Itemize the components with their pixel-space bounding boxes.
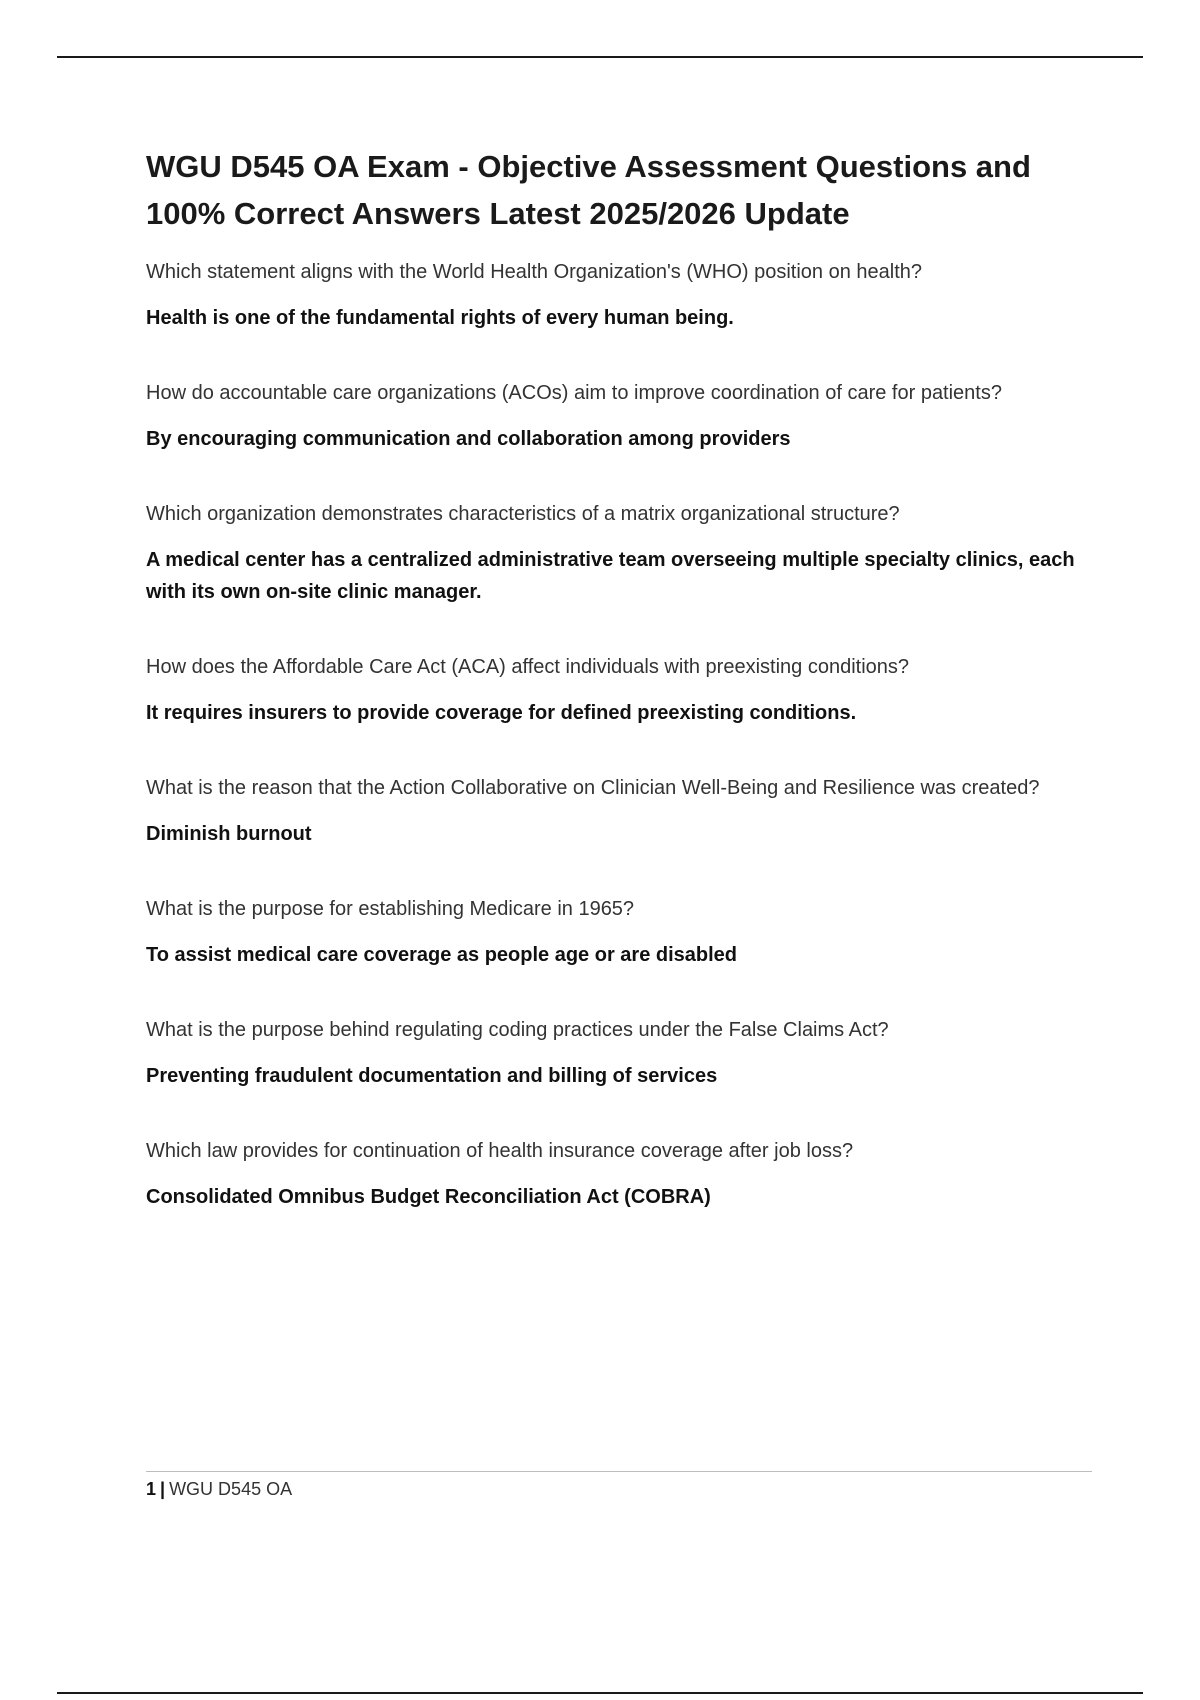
answer-text: Health is one of the fundamental rights of every human being.: [146, 307, 734, 329]
page-content: [146, 143, 1086, 1257]
qa-item: [146, 257, 1086, 334]
page-number: 1: [146, 1479, 157, 1499]
answer-text: Preventing fraudulent documentation and billing of services: [146, 1065, 718, 1087]
question-text: What is the purpose behind regulating coding practices under the False Claims Act?: [146, 1019, 889, 1041]
qa-item: [146, 1015, 1086, 1092]
question-text: Which organization demonstrates characteristics of a matrix organizational structure?: [146, 503, 900, 525]
answer-text: Consolidated Omnibus Budget Reconciliation Act (COBRA): [146, 1186, 711, 1208]
qa-item: [146, 1136, 1086, 1213]
question-text: What is the reason that the Action Collaborative on Clinician Well-Being and Resilience was created?: [146, 777, 1040, 799]
answer-text: Diminish burnout: [146, 823, 312, 845]
footer-label: WGU D545 OA: [169, 1479, 293, 1499]
qa-item: [146, 652, 1086, 729]
footer-separator: |: [160, 1479, 166, 1499]
answer-text: It requires insurers to provide coverage for defined preexisting conditions.: [146, 702, 857, 724]
bottom-rule: [57, 1692, 1143, 1694]
question-text: What is the purpose for establishing Medicare in 1965?: [146, 898, 635, 920]
answer-text: A medical center has a centralized administrative team overseeing multiple specialty clinics, each with its own on-site clinic manager.: [146, 549, 1075, 603]
qa-item: [146, 773, 1086, 850]
answer-text: By encouraging communication and collaboration among providers: [146, 428, 791, 450]
question-text: Which statement aligns with the World Health Organization's (WHO) position on health?: [146, 261, 923, 283]
page-footer: [146, 1471, 1092, 1501]
qa-item: [146, 894, 1086, 971]
top-rule: [57, 56, 1143, 58]
question-text: Which law provides for continuation of health insurance coverage after job loss?: [146, 1140, 854, 1162]
question-text: How does the Affordable Care Act (ACA) affect individuals with preexisting conditions?: [146, 656, 910, 678]
qa-list: [146, 257, 1086, 1213]
qa-item: [146, 378, 1086, 455]
document-title: WGU D545 OA Exam - Objective Assessment Questions and 100% Correct Answers Latest 2025/2026 Update: [146, 149, 1031, 231]
qa-item: [146, 499, 1086, 608]
question-text: How do accountable care organizations (ACOs) aim to improve coordination of care for patients?: [146, 382, 1002, 404]
answer-text: To assist medical care coverage as people age or are disabled: [146, 944, 738, 966]
